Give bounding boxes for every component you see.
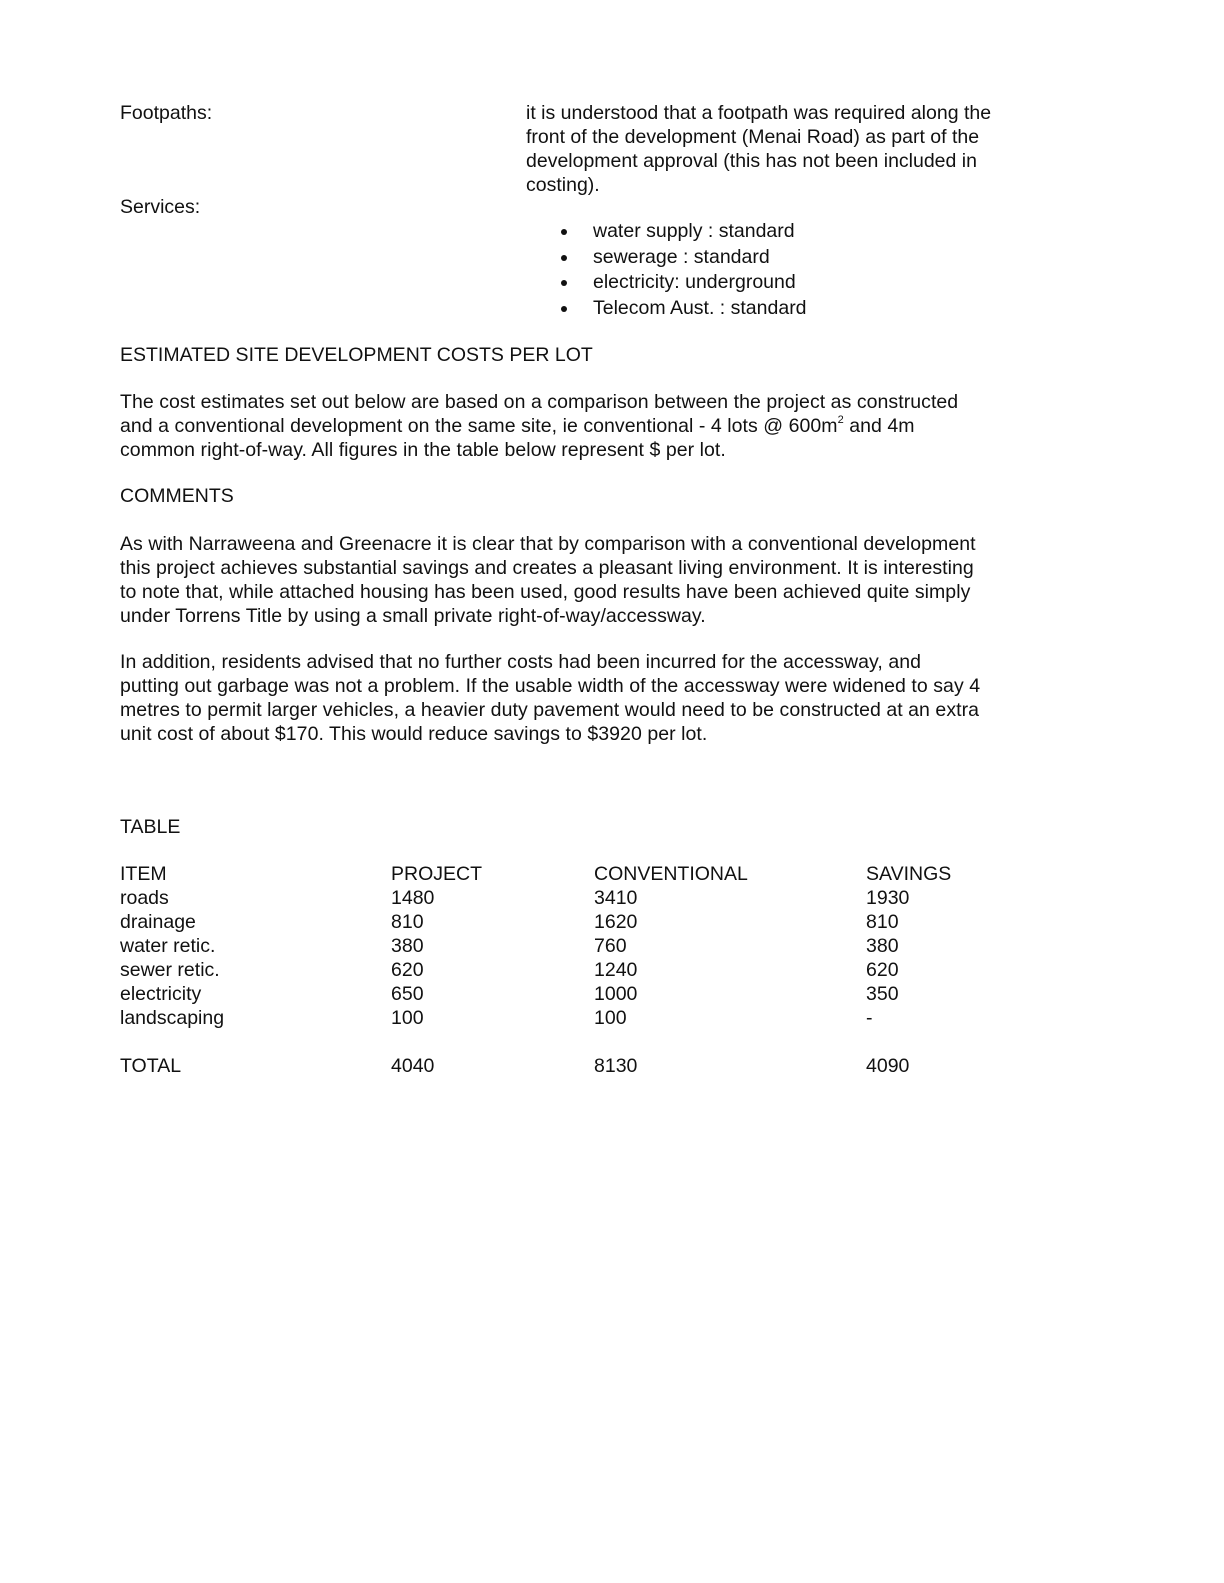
table-total-label: TOTAL [120, 1055, 182, 1077]
table-cell-conventional: 3410 [594, 887, 638, 909]
table-cell-savings: 810 [866, 911, 899, 933]
bullet-icon [561, 255, 567, 261]
paragraph-line: and a conventional development on the same site, ie conventional - 4 lots @ $600m^2$ and 4m [120, 413, 915, 437]
footpaths-line: it is understood that a footpath was required along the [526, 102, 992, 124]
table-cell-project: 810 [391, 911, 424, 933]
table-cell-savings: 620 [866, 959, 899, 981]
paragraph-line: common right-of-way. All figures in the table below represent $ per lot. [120, 439, 726, 461]
table-cell-project: 650 [391, 983, 424, 1005]
bullet-icon [561, 229, 567, 235]
table-total-conventional: 8130 [594, 1055, 638, 1077]
services-list-item: Telecom Aust. : standard [526, 296, 807, 322]
estimate-paragraph [120, 390, 1105, 462]
table-cell-savings: 380 [866, 935, 899, 957]
paragraph-line: As with Narraweena and Greenacre it is clear that by comparison with a conventional development [120, 533, 976, 555]
table-cell-savings: 350 [866, 983, 899, 1005]
services-list-item: water supply : standard [526, 219, 807, 245]
bullet-icon [561, 306, 567, 312]
table-cell-project: 620 [391, 959, 424, 981]
table-cell-conventional: 1000 [594, 983, 638, 1005]
table-total-project: 4040 [391, 1055, 435, 1077]
footpaths-line: costing). [526, 174, 600, 196]
table-cell-item: water retic. [120, 935, 216, 957]
services-label: Services: [120, 196, 201, 218]
paragraph-line: The cost estimates set out below are based on a comparison between the project as constructed [120, 391, 959, 413]
footpaths-description [526, 101, 1116, 197]
table-cell-project: 380 [391, 935, 424, 957]
section-heading-estimated-costs: ESTIMATED SITE DEVELOPMENT COSTS PER LOT [120, 344, 593, 366]
paragraph-line: to note that, while attached housing has been used, good results have been achieved quite simply [120, 581, 971, 603]
paragraph-line: In addition, residents advised that no further costs had been incurred for the accessway, and [120, 651, 922, 673]
table-cell-conventional: 1620 [594, 911, 638, 933]
column-header-conventional: CONVENTIONAL [594, 863, 748, 885]
bullet-icon [561, 280, 567, 286]
paragraph-line: this project achieves substantial savings and creates a pleasant living environment. It is interesting [120, 557, 974, 579]
footpaths-line: front of the development (Menai Road) as part of the [526, 126, 980, 148]
table-cell-item: sewer retic. [120, 959, 220, 981]
table-cell-item: drainage [120, 911, 196, 933]
table-total-savings: 4090 [866, 1055, 910, 1077]
section-heading-comments: COMMENTS [120, 485, 234, 507]
table-cell-project: 1480 [391, 887, 435, 909]
services-list [526, 219, 807, 321]
table-cell-conventional: 760 [594, 935, 627, 957]
table-cell-project: 100 [391, 1007, 424, 1029]
paragraph-line: under Torrens Title by using a small private right-of-way/accessway. [120, 605, 706, 627]
table-cell-item: electricity [120, 983, 202, 1005]
table-cell-conventional: 1240 [594, 959, 638, 981]
paragraph-line: metres to permit larger vehicles, a heavier duty pavement would need to be constructed at an extra [120, 699, 980, 721]
paragraph-line: unit cost of about $170. This would reduce savings to $3920 per lot. [120, 723, 708, 745]
footpaths-line: development approval (this has not been included in [526, 150, 977, 172]
services-list-item: sewerage : standard [526, 245, 807, 271]
table-cell-conventional: 100 [594, 1007, 627, 1029]
column-header-project: PROJECT [391, 863, 483, 885]
table-cell-savings: - [866, 1007, 873, 1029]
table-cell-item: roads [120, 887, 169, 909]
column-header-savings: SAVINGS [866, 863, 952, 885]
footpaths-label: Footpaths: [120, 102, 213, 124]
comments-paragraph-2 [120, 650, 1105, 746]
table-title: TABLE [120, 816, 181, 838]
column-header-item: ITEM [120, 863, 167, 885]
table-cell-item: landscaping [120, 1007, 225, 1029]
paragraph-line: putting out garbage was not a problem. If the usable width of the accessway were widened to say 4 [120, 675, 981, 697]
comments-paragraph-1 [120, 532, 1105, 628]
superscript: 2 [837, 413, 844, 426]
table-cell-savings: 1930 [866, 887, 910, 909]
services-list-item: electricity: underground [526, 270, 807, 296]
